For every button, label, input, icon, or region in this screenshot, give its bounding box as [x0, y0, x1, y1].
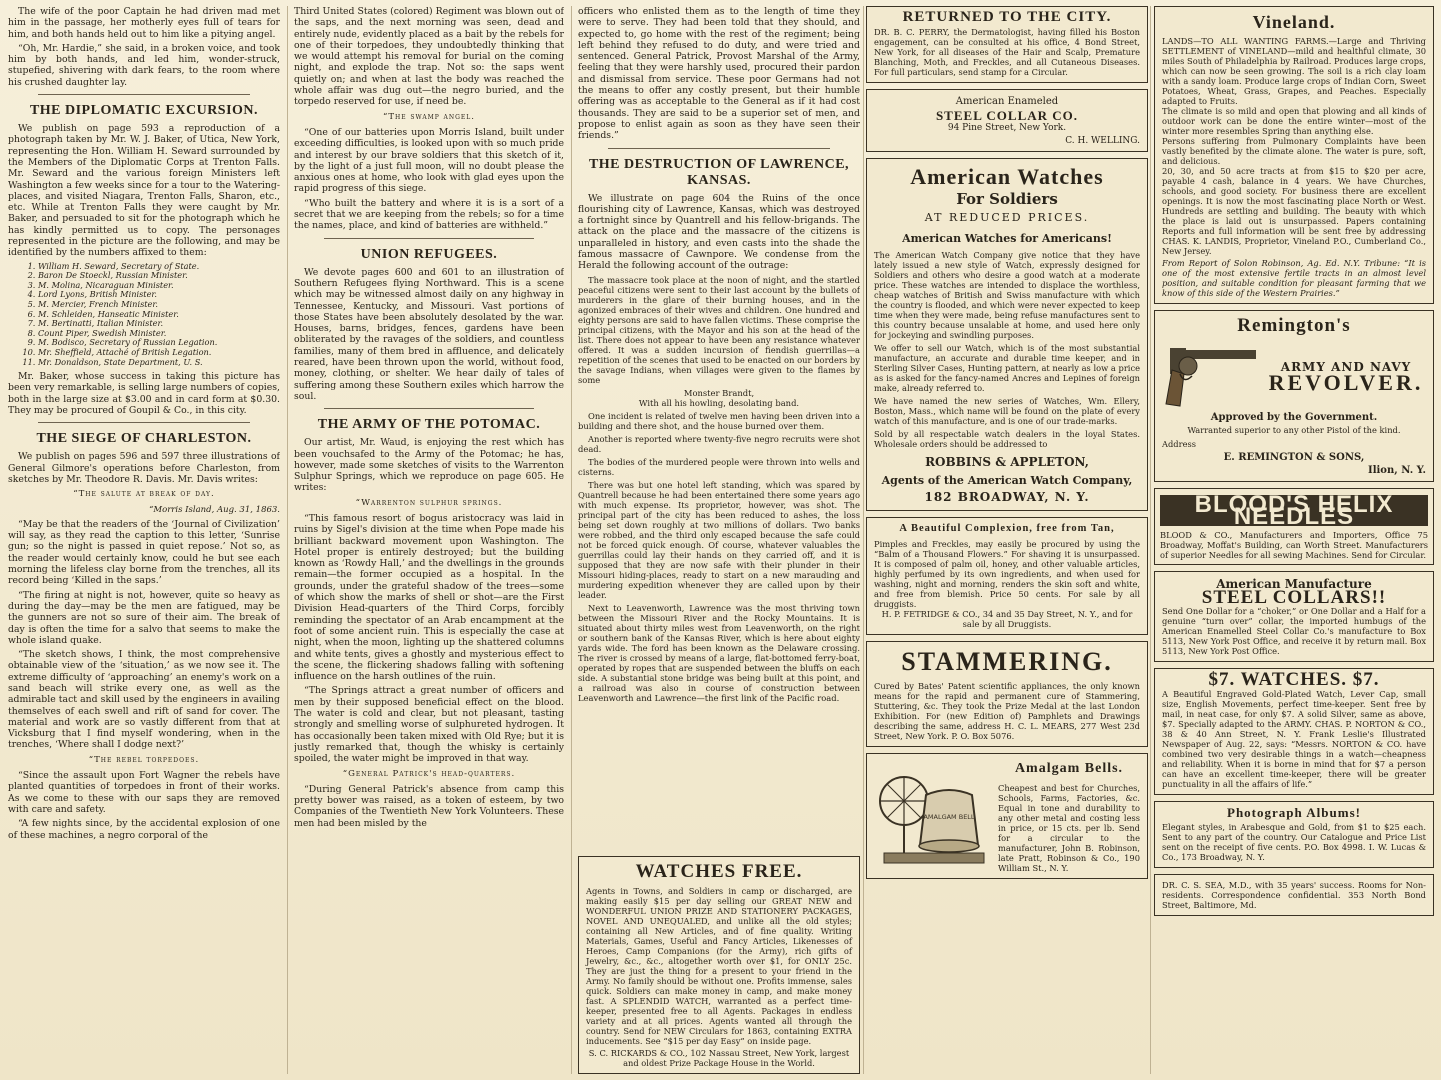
ad-body: A Beautiful Engraved Gold-Plated Watch, Lever Cap, small size, English Movements, perfect time-keeper. Sent free by mail, in neat case, for only $7. A solid Silver, same as above, $7. Specially adapted to the ARMY. CHAS. P. NORTON & CO., 38 & 40 Ann Street, N. Y. Frank Leslie's Illustrated Newspaper of Aug. 22, says: “Messrs. NORTON & CO. have combined two very desirable things in a watch—cheapness and reliability. When it is borne in mind that for $7 a person can have an excellent time-keeper, there will be greater punctuality in all the affairs of life.” [1162, 688, 1426, 789]
seven-dollar-watches-ad [1154, 668, 1434, 795]
ad-body: Sold by all respectable watch dealers in the loyal States. Wholesale orders should be addressed to [874, 429, 1140, 450]
subheading: “Warrenton sulphur springs. [355, 497, 503, 508]
vineland-ad [1154, 6, 1434, 304]
american-watches-ad [866, 158, 1148, 511]
list-item: 4. Lord Lyons, British Minister. [38, 290, 280, 300]
ad-signature: Agents of the American Watch Company, [881, 473, 1133, 487]
ad-line: American Enameled [955, 96, 1059, 108]
ad-body: Pimples and Freckles, may easily be procured by using the “Balm of a Thousand Flowers.” For shaving it is unsurpassed. It is composed of palm oil, honey, and other valuable articles, highly perfumed by its own ingredients, and when used for washing, night and morning, renders the skin soft and white, and free from blemish. Price 50 cents. For sale by all druggists. [874, 538, 1140, 609]
ad-body: DR. B. C. PERRY, the Dermatologist, having filled his Boston engagement, can be consulted at his office, 4 Bond Street, New York, for all diseases of the Hair and Scalp, Premature Blanching, Moth, and Freckles, and all Cutaneous Diseases. For full particulars, send stamp for a Circular. [874, 27, 1140, 78]
lawrence-paragraph: One incident is related of twelve men having been driven into a building and there shot, and the house burned over them. [578, 410, 860, 431]
siege-paragraph: Third United States (colored) Regiment was blown out of the saps, and the next morning was seen, dead and entirely nude, evidently placed as a bait by the rebels for one of their torpedoes, they undoubtedly thinking that we would attempt his removal for burial on the coming night, and explode the trap. Not so: the saps went quietly on; and when at last the body was reached the whole affair was dug out—the negro buried, and the torpedo reserved for use, if need be. [294, 6, 564, 108]
diplomatic-paragraph: We publish on page 593 a reproduction of a photograph taken by Mr. W. J. Baker, of Utica, New York, representing the Hon. William H. Seward surrounded by the Members of the Diplomatic Corps at Trenton Falls. Mr. Seward and the various foreign Ministers left Washington a few weeks since for a tour to the Watering-places, and visited Niagara, Trenton Falls, Sharon, etc., etc. While at Trenton Falls they were caught by Mr. Baker, and persuaded to sit for the photograph which he has kindly permitted us to copy. The personages represented in the picture are the following, and may be identified by the numbers affixed to them: [8, 123, 280, 259]
ad-signature: Ilion, N. Y. [1368, 465, 1426, 477]
bell-icon [874, 761, 992, 871]
lawrence-paragraph: There was but one hotel left standing, which was spared by Quantrell because he had been entertained there some years ago with much expense. Its proprietor, however, was shot. The principal part of the city has been reduced to ashes, the loss being set down roughly at two millions of dollars. Two banks were robbed, and the third only escaped because the safe could not be forced quick enough. Of course, whatever valuables the guerrillas could lay their hands on they carried off, and it is supposed that they are now safe with their plunder in their Missouri hiding-places, ready to start on a new marauding and murdering expedition whenever they are called upon by their leader. [578, 479, 860, 600]
refugees-heading: UNION REFUGEES. [360, 246, 498, 262]
lawrence-paragraph: Next to Leavenworth, Lawrence was the most thriving town between the Missouri River and the Rocky Mountains. It is situated about thirty miles west from Leavenworth, on the right or southern bank of the Kansas River, which is here about eighty yards wide. The ford has been known as the Delaware crossing. The river is crossed by means of a large, flat-bottomed ferry-boat, operated by ropes that are suspended between the bluffs on each side. A substantial stone bridge was being built at this point, and a railroad was also in course of construction between Leavenworth and Lawrence—the first link of the Pacific road. [578, 602, 860, 703]
ad-title: Vineland. [1252, 12, 1336, 32]
subheading: “General Patrick's head-quarters. [342, 768, 516, 779]
potomac-paragraph: officers who enlisted them as to the length of time they were to serve. They had been told that they should, and expected to, go home with the rest of the regiment; being left behind they refused to do duty, and were tried and sentenced. General Patrick, Provost Marshal of the Army, feeling that they were harshly used, procured their pardon and dismissal from service. These poor Germans had not the means to offer any costly present, but their humble offering was as acceptable to the General as if it had cost thousands. They are said to be a superior set of men, and propose to enlist again as soon as they have seen their friends.” [578, 6, 860, 142]
amalgam-bells-ad [866, 753, 1148, 879]
ad-signature: 182 BROADWAY, N. Y. [924, 489, 1090, 504]
list-item: 11. Mr. Donaldson, State Department, U. S. [38, 358, 280, 368]
list-item: 5. M. Mercier, French Minister. [38, 300, 280, 310]
list-item: 3. M. Molina, Nicaraguan Minister. [38, 281, 280, 291]
ad-title: A Beautiful Complexion, free from Tan, [899, 523, 1115, 535]
ad-body: Persons suffering from Pulmonary Complaints have been vastly benefited by the climate alone. The water is pure, soft, and delicious. [1162, 136, 1426, 166]
bell-label: AMALGAM BELL [923, 812, 975, 821]
steel-collars-ad [1154, 571, 1434, 662]
revolver-icon [1162, 340, 1262, 410]
column-1 [8, 6, 280, 1074]
collar-company-ad [866, 89, 1148, 152]
siege-paragraph: “One of our batteries upon Morris Island, built under exceeding difficulties, is looked upon with so much pride and interest by our brave soldiers that this sketch of it, by the light of a just full moon, will no doubt please the anxious ones at home, who look with glad eyes upon the rapid progress of this siege. [294, 126, 564, 195]
list-item: 8. Count Piper, Swedish Minister. [38, 329, 280, 339]
ad-body: Elegant styles, in Arabesque and Gold, from $1 to $25 each. Sent to any part of the country. Our Catalogue and Price List sent on the receipt of five cents. P.O. Box 4998. I. W. Lucas & Co., 173 Broadway, N. Y. [1162, 822, 1426, 863]
lawrence-paragraph: Another is reported where twenty-five negro recruits were shot dead. [578, 433, 860, 454]
ad-body: Agents in Towns, and Soldiers in camp or discharged, are making easily $15 per day selling our GREAT NEW and WONDERFUL UNION PRIZE AND STATIONERY PACKAGES, NOVEL AND UNEQUALED, and unlike all the old styles; containing all New Articles, and of fine quality. Writing Materials, Games, Useful and Fancy Articles, Likenesses of Heroes, Camp Companions (for the Army), rich gifts of Jewelry, &c., &c., altogether worth over $1, for ONLY 25c. They are just the thing for a present to your friend in the Army. No family should be without one. Profits immense, sales quick. Soldiers can make money in camp, and make money fast. A SPLENDID WATCH, warranted as a perfect time-keeper, presented free to all Agents. Packages in endless variety and at all prices. Agents wanted all through the country. Send for NEW Circulars for 1863, containing EXTRA inducements. See “$15 per day Easy” on inside page. [586, 886, 852, 1046]
siege-paragraph: “May be that the readers of the ‘Journal of Civilization’ will say, as they read the caption to this letter, ‘Sunrise gun; so the night is passed in quiet repose.’ Not so, as the reader would certainly know, could he but see each morning the lifeless clay borne from the trenches, all its record being ‘Killed in the saps.’ [8, 518, 280, 587]
ad-signature: S. C. RICKARDS & CO., 102 Nassau Street, New York, largest and oldest Prize Package House in the World. [588, 1048, 850, 1068]
verse-line: Monster Brandt, [683, 387, 755, 398]
bell-illustration [874, 759, 992, 873]
ad-line: 94 Pine Street, New York. [947, 122, 1067, 133]
ad-line: American Manufacture [1216, 577, 1372, 592]
ad-body: We offer to sell our Watch, which is of the most substantial manufacture, an accurate and durable time keeper, and in Sterling Silver Cases, Hunting pattern, at nearly as low a price as is asked for the fancy-named Ancres and Lepines of foreign make, already referred to. [874, 343, 1140, 394]
complexion-ad [866, 517, 1148, 634]
lawrence-paragraph: The massacre took place at the noon of night, and the startled peaceful citizens were sent to their last account by the bullets of murderers in the glare of their burning houses, and in the agonized embraces of their wives and children. One hundred and eighty persons are said to have fallen victims. These comprise the principal citizens, with the Mayor and his son at the head of the list. There does not appear to have been any resistance whatever offered. It was a sudden incursion of fiendish guerrillas—a repetition of the scenes that used to be enacted on our borders by the savage Indians, when villages were given to the flames by some [578, 274, 860, 385]
lawrence-paragraph: The bodies of the murdered people were thrown into wells and cisterns. [578, 456, 860, 477]
ad-line: AT REDUCED PRICES. [924, 210, 1090, 224]
list-item: 6. M. Schleiden, Hanseatic Minister. [38, 310, 280, 320]
needles-ad [1154, 488, 1434, 565]
list-item: 2. Baron De Stoeckl, Russian Minister. [38, 271, 280, 281]
ad-signature: ROBBINS & APPLETON, [925, 455, 1089, 470]
subheading: “The swamp angel. [383, 111, 475, 122]
ad-title: American Watches [910, 164, 1104, 190]
returned-ad [866, 6, 1148, 83]
ad-title: STEEL COLLARS!! [1201, 587, 1387, 609]
ad-title: STEEL COLLAR CO. [935, 107, 1079, 123]
ad-signature: E. REMINGTON & SONS, [1223, 451, 1365, 463]
ad-title: $7. WATCHES. $7. [1208, 668, 1380, 690]
lawrence-paragraph: We illustrate on page 604 the Ruins of the once flourishing city of Lawrence, Kansas, which was destroyed a fortnight since by Quantrell and his fellow-brigands. The attack on the place and the massacre of the citizens is unparalleled in history, and even casts into the shade the famous massacre of Cawnpore. We condense from the Herald the following account of the outrage: [578, 192, 860, 272]
potomac-paragraph: “The Springs attract a great number of officers and men by their supposed beneficial effect on the blood. The water is cold and clear, but not pleasant, tasting strongly and smelling worse of sulphureted hydrogen. It has occasionally been taken mixed with Old Rye; but it is justly remarked that, though the whisky is certainly spoiled, the water might be improved in that way. [294, 685, 564, 765]
ad-title: Photograph Albums! [1227, 804, 1361, 820]
ad-line: Approved by the Government. [1210, 412, 1378, 423]
ad-body: The climate is so mild and open that plowing and all kinds of outdoor work can be done the entire winter—most of the winter more resembles Spring than anything else. [1162, 106, 1426, 136]
ad-title: STAMMERING. [901, 646, 1113, 676]
column-3 [578, 6, 860, 1074]
story-quote: “Oh, Mr. Hardie,” she said, in a broken voice, and took him by both hands, and led him, wonder-struck, stupefied, shivering with dark fears, to the room where his crushed daughter lay. [8, 42, 280, 88]
ad-body: 20, 30, and 50 acre tracts at from $15 to $20 per acre, payable 4 cash, balance in 4 years. We have Churches, schools, and good society. For business there are excellent openings. It is now the most fascinating place North or West. Hundreds are settling and building. The beauty with which the place is laid out is unsurpassed. Papers containing Reports and full information will be sent free by addressing CHAS. K. LANDIS, Proprietor, Vineland P.O., Cumberland Co., New Jersey. [1162, 166, 1426, 256]
ad-body: BLOOD & CO., Manufacturers and Importers, Office 75 Broadway, Moffat's Building, can Worth Street. Manufacturers of superior Needles for all sewing Machines. Send for Circular. [1160, 530, 1428, 561]
siege-paragraph: “The firing at night is not, however, quite so heavy as during the day—may be the men are fatigued, may be the gunners are not so sure of their aim. The break of day is often the time for a salvo that seems to make the whole island quake. [8, 589, 280, 646]
subheading: “The rebel torpedoes. [88, 754, 200, 765]
column-4 [866, 6, 1148, 1074]
diplomatic-heading: THE DIPLOMATIC EXCURSION. [29, 103, 259, 119]
refugees-paragraph: We devote pages 600 and 601 to an illustration of Southern Refugees flying Northward. This is a scene which may be witnessed almost daily on any highway in Tennessee, Kentucky, and Missouri. Vast portions of those States have been absolutely desolated by the war. Houses, barns, bridges, fences, gardens have been obliterated by the ravages of the soldiers, and countless families, many of them bred in affluence, and delicately reared, have been thrown upon the world, without food, money, clothing, or shelter. We hear daily of tales of suffering among these Southern exiles which harrow the soul. [294, 266, 564, 402]
potomac-paragraph: Our artist, Mr. Waud, is enjoying the rest which has been vouchsafed to the Army of the Potomac; he has, however, made some sketches of visits to the Warrenton Sulphur Springs, which we reproduce on page 605. He writes: [294, 437, 564, 494]
lawrence-heading: THE DESTRUCTION OF LAWRENCE, KANSAS. [588, 156, 850, 188]
doctor-ad [1154, 874, 1434, 916]
ad-title: WATCHES FREE. [635, 861, 803, 882]
column-2 [294, 6, 564, 1074]
ad-line: ARMY AND NAVY [1280, 359, 1412, 374]
ad-line: American Watches for Americans! [902, 232, 1112, 246]
ad-line: Warranted superior to any other Pistol of the kind. [1187, 425, 1401, 436]
siege-heading: THE SIEGE OF CHARLESTON. [36, 431, 252, 447]
siege-paragraph: “Since the assault upon Fort Wagner the rebels have planted quantities of torpedoes in front of their works. As we come to these with our saps they are removed with care and safety. [8, 770, 280, 815]
list-item: 9. M. Bodisco, Secretary of Russian Legation. [38, 338, 280, 348]
ad-body: We have named the new series of Watches, Wm. Ellery, Boston, Mass., which name will be found on the plate of every watch of this manufacture, and is one of our trade-marks. [874, 396, 1140, 427]
subheading: “The salute at break of day. [73, 489, 215, 500]
list-item: 1. William H. Seward, Secretary of State. [38, 262, 280, 272]
ad-line: For Soldiers [956, 190, 1058, 209]
list-item: 10. Mr. Sheffield, Attaché of British Legation. [38, 348, 280, 358]
ad-line: Address [1162, 438, 1197, 449]
ad-body: Cured by Bates' Patent scientific appliances, the only known means for the rapid and permanent cure of Stammering, Stuttering, &c. They took the Prize Medal at the last London Exhibition. For (new Edition of) Pamphlets and Drawings describing the same, address H. C. L. MEARS, 277 West 23d Street, New York. P. O. Box 5076. [874, 680, 1140, 741]
ad-signature: H. P. FETRIDGE & CO., 34 and 35 Day Street, N. Y., and for sale by all Druggists. [881, 608, 1133, 629]
ad-body: Send One Dollar for a “choker,” or One Dollar and a Half for a genuine “turn over” collar, the imported humbugs of the American Enamelled Steel Collar Co.'s manufacture to Box 5113, New York Post Office, and receive it by return mail. Box 5113, New York Post Office. [1162, 605, 1426, 656]
verse-line: With all his howling, desolating band. [638, 397, 800, 408]
siege-paragraph: “The sketch shows, I think, the most comprehensive obtainable view of the ‘situation,’ as we now see it. The extreme difficulty of ‘approaching’ an enemy's work on a sand beach will strike every one, as well as the admirable tact and skill used by the engineers in availing themselves of each swell and rift of sand for cover. The material and work are so vastly different from that at Vicksburg that I find myself wondering, when in the trenches, ‘Where shall I dodge next?’ [8, 649, 280, 751]
potomac-heading: THE ARMY OF THE POTOMAC. [317, 417, 541, 433]
ad-title: REVOLVER. [1268, 370, 1424, 395]
siege-paragraph: We publish on pages 596 and 597 three illustrations of General Gilmore's operations before Charleston, from sketches by Mr. Theodore R. Davis. Mr. Davis writes: [8, 451, 280, 485]
ad-body: From Report of Solon Robinson, Ag. Ed. N.Y. Tribune: “It is one of the most extensive fertile tracts in an almost level position, and suitable condition for pleasant farming that we know of this side of the Western Prairies.” [1162, 258, 1426, 298]
ad-title: RETURNED TO THE CITY. [902, 9, 1112, 25]
ad-title: BLOOD'S HELIX NEEDLES [1160, 495, 1428, 526]
ad-body: The American Watch Company give notice that they have lately issued a new style of Watch, expressly designed for Soldiers and others who desire a good watch at a moderate price. These watches are intended to displace the worthless, cheap watches of British and Swiss manufacture with which the country is flooded, and which were never expected to keep time when they were made, being refuse manufactures sent to this country because unsalable at home, and used here only for jockeying and swindling purposes. [874, 250, 1140, 341]
stammering-ad [866, 641, 1148, 747]
ad-title: Remington's [1237, 315, 1351, 336]
albums-ad [1154, 801, 1434, 868]
diplomatic-paragraph: Mr. Baker, whose success in taking this picture has been very remarkable, is selling large numbers of copies, both in the large size at $3.00 and in card form at $0.30. They may be procured of Goupil & Co., in this city. [8, 371, 280, 417]
potomac-paragraph: “This famous resort of bogus aristocracy was laid in ruins by Sigel's division at the time when Pope made his brilliant backward movement upon Washington. The Hotel proper is entirely destroyed; but the building known as ‘Rowdy Hall,’ and the dwellings in the grounds remain—the former occupied as a hospital. In the grounds, under the grateful shadow of the trees—some of which show the marks of shell or shot—are the First Division Head-quarters of the Third Corps, forcibly reminding the spectator of an Arab encampment at the foot of some ancient ruin. This is especially the case at night, when the moon, lighting up the shattered columns and white tents, gives a ghostly and mysterious effect to the scene, the flickering shadows falling with softening influence on the harsh outlines of the ruin. [294, 512, 564, 683]
watches-free-ad [578, 856, 860, 1074]
ad-title: Amalgam Bells. [1014, 760, 1124, 776]
ad-signature: C. H. WELLING. [1065, 136, 1140, 147]
siege-paragraph: “Who built the battery and where it is is a sort of a secret that we are keeping from the rebels; so for a time the names, place, and kind of batteries are withheld.” [294, 197, 564, 232]
story-intro: The wife of the poor Captain he had driven mad met him in the passage, her motherly eyes full of tears for him, and both hands held out to him like a pitying angel. [8, 6, 280, 40]
potomac-paragraph: “During General Patrick's absence from camp this pretty bower was raised, as a token of esteem, by two Companies of the Twentieth New York Volunteers. These men had been misled by the [294, 783, 564, 829]
diplomat-list [8, 262, 280, 368]
column-5 [1154, 6, 1434, 1074]
dateline: “Morris Island, Aug. 31, 1863. [149, 504, 280, 515]
siege-paragraph: “A few nights since, by the accidental explosion of one of these machines, a negro corporal of the [8, 818, 280, 841]
remington-ad [1154, 310, 1434, 482]
ad-body: LANDS—TO ALL WANTING FARMS.—Large and Thriving SETTLEMENT of VINELAND—mild and healthful climate, 30 miles South of Philadelphia by Railroad. Produces large crops, which can now be seen growing. The soil is a rich clay loam with a sandy loam. Produce large crops of Indian Corn, Sweet Potatoes, Wheat, Grass, Grapes, and Peaches. Especially adapted to Fruits. [1162, 36, 1426, 106]
list-item: 7. M. Bertinatti, Italian Minister. [38, 319, 280, 329]
ad-body: DR. C. S. SEA, M.D., with 35 years' success. Rooms for Non-residents. Correspondence confidential. 353 North Bond Street, Baltimore, Md. [1162, 880, 1426, 911]
ad-body: Cheapest and best for Churches, Schools, Farms, Factories, &c. Equal in tone and durability to any other metal and costing less in price, or 15 cts. per lb. Send for a circular to the manufacturer, John B. Robinson, late Pratt, Robinson & Co., 190 William St., N. Y. [998, 782, 1140, 873]
